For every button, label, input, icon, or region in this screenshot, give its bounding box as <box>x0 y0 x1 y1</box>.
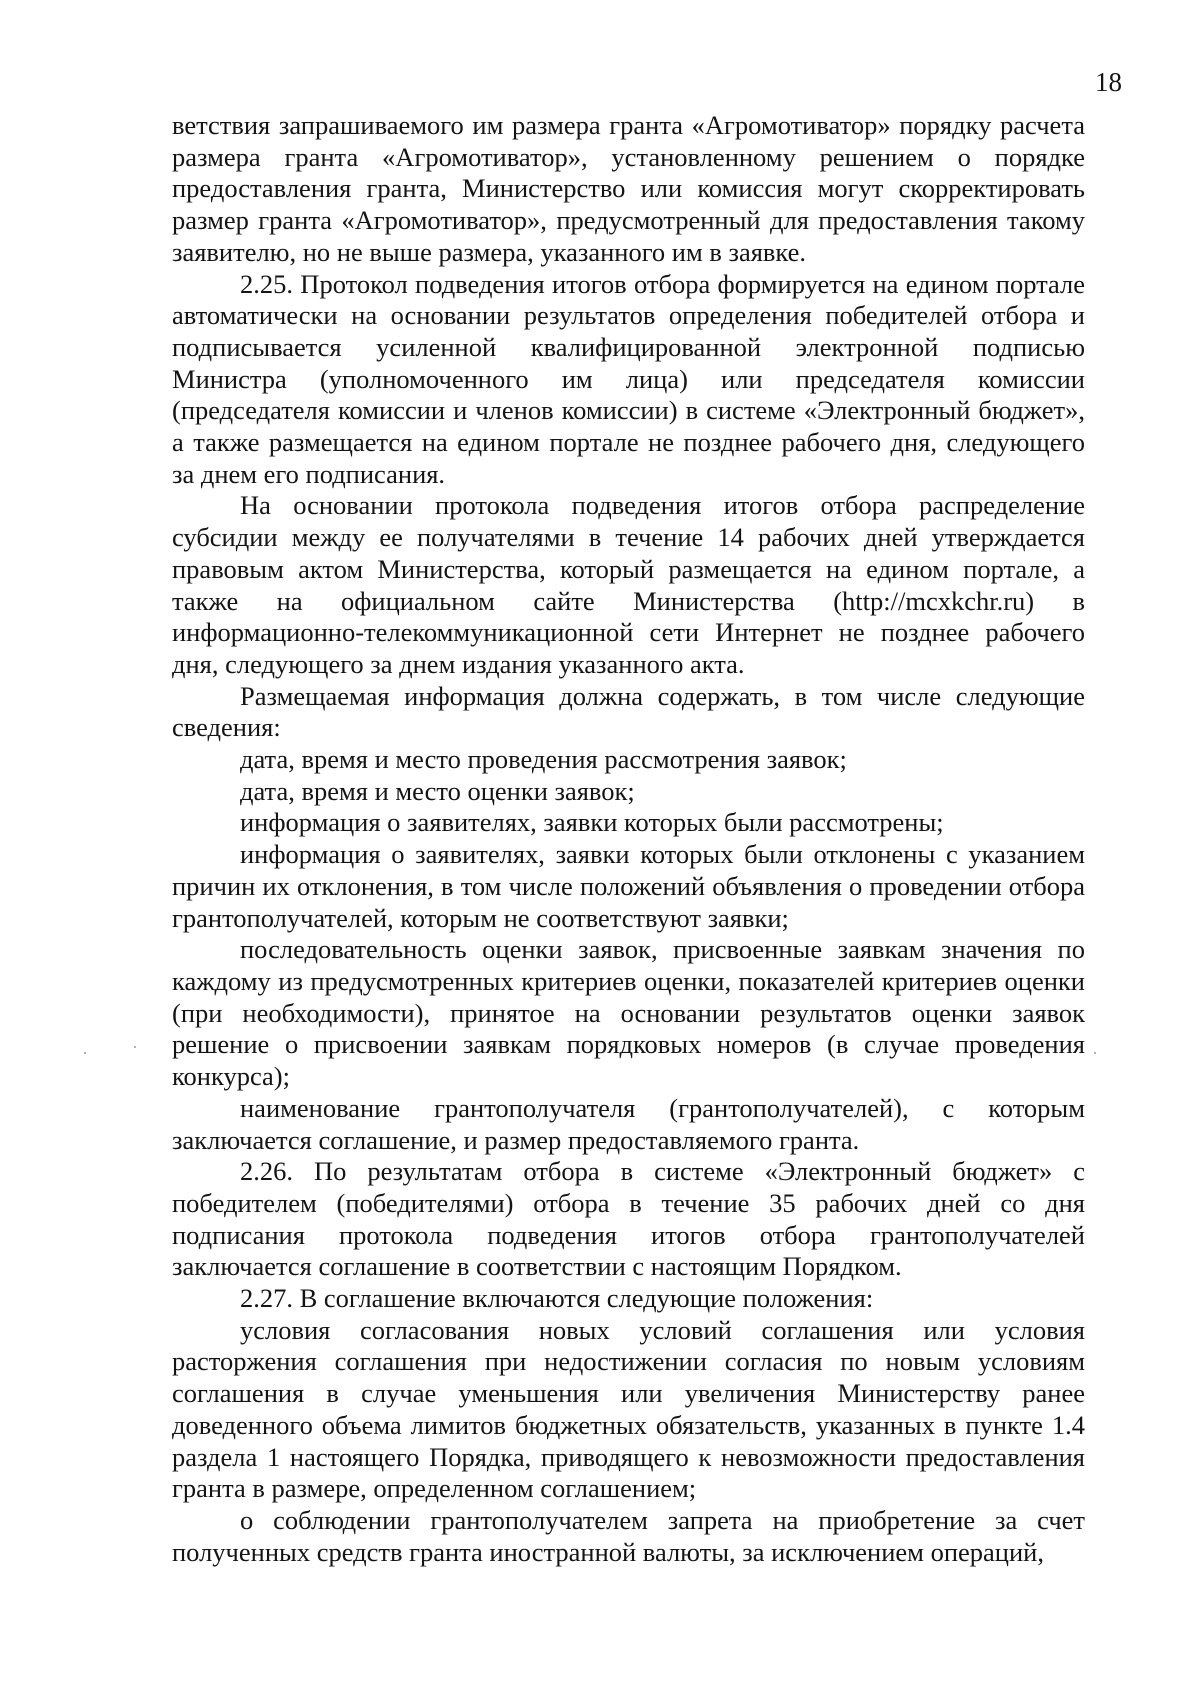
list-item-evaluation-sequence: последовательность оценки заявок, присвоенные заявкам значения по каждому из предусмотренных критериев оценки, показателей критериев оценки (при необходимости), принятое на основании результатов оценки заявок решение о присвоении заявкам порядковых номеров (в случае проведения конкурса); <box>172 934 1085 1092</box>
scan-speck <box>1094 1052 1096 1054</box>
list-item-agreement-conditions: условия согласования новых условий соглашения или условия расторжения соглашения при недостижении согласия по новым условиям соглашения в случае уменьшения или увеличения Министерству ранее доведенного объема лимитов бюджетных обязательств, указанных в пункте 1.4 раздела 1 настоящего Порядка, приводящего к невозможности предоставления гранта в размере, определенном соглашением; <box>172 1314 1085 1504</box>
document-body <box>172 110 1085 1568</box>
scan-speck <box>134 1046 136 1048</box>
page-number: 18 <box>1095 67 1122 97</box>
paragraph-2-27: 2.27. В соглашение включаются следующие положения: <box>240 1283 874 1314</box>
paragraph-2-26: 2.26. По результатам отбора в системе «Электронный бюджет» с победителем (победителями) отбора в течение 35 рабочих дней со дня подписания протокола подведения итогов отбора грантополучателей заключается соглашение в соответствии с настоящим Порядком. <box>172 1156 1085 1282</box>
paragraph-continuation: ветствия запрашиваемого им размера гранта «Агромотиватор» порядку расчета размера гранта «Агромотиватор», установленному решением о порядке предоставления гранта, Министерство или комиссия могут скорректировать размер гранта «Агромотиватор», предусмотренный для предоставления такому заявителю, но не выше размера, указанного им в заявке. <box>172 110 1085 267</box>
paragraph-info-contents: Размещаемая информация должна содержать, в том числе следующие сведения: <box>172 680 1085 743</box>
paragraph-2-25: 2.25. Протокол подведения итогов отбора формируется на едином портале автоматически на основании результатов определения победителей отбора и подписывается усиленной квалифицированной электронной подписью Министра (уполномоченного им лица) или председателя комиссии (председателя комиссии и членов комиссии) в системе «Электронный бюджет», а также размещается на едином портале не позднее рабочего дня, следующего за днем его подписания. <box>172 268 1085 489</box>
list-item-reviewed-applicants: информация о заявителях, заявки которых были рассмотрены; <box>240 807 944 838</box>
scan-speck <box>84 1052 86 1054</box>
list-item-review-date: дата, время и место проведения рассмотрения заявок; <box>240 744 847 775</box>
list-item-currency-ban: о соблюдении грантополучателем запрета на приобретение за счет полученных средств гранта иностранной валюты, за исключением операций, <box>172 1504 1085 1567</box>
list-item-grantee-name: наименование грантополучателя (грантополучателей), с которым заключается соглашение, и размер предоставляемого гранта. <box>172 1092 1085 1155</box>
paragraph-protocol-distribution: На основании протокола подведения итогов отбора распределение субсидии между ее получателями в течение 14 рабочих дней утверждается правовым актом Министерства, который размещается на едином портале, а также на официальном сайте Министерства (http://mcxkchr.ru) в информационно-телекоммуникационной сети Интернет не позднее рабочего дня, следующего за днем издания указанного акта. <box>172 490 1085 679</box>
list-item-evaluation-date: дата, время и место оценки заявок; <box>240 775 635 806</box>
list-item-rejected-applicants: информация о заявителях, заявки которых были отклонены с указанием причин их отклонения, в том числе положений объявления о проведении отбора грантополучателей, которым не соответствуют заявки; <box>172 839 1085 933</box>
